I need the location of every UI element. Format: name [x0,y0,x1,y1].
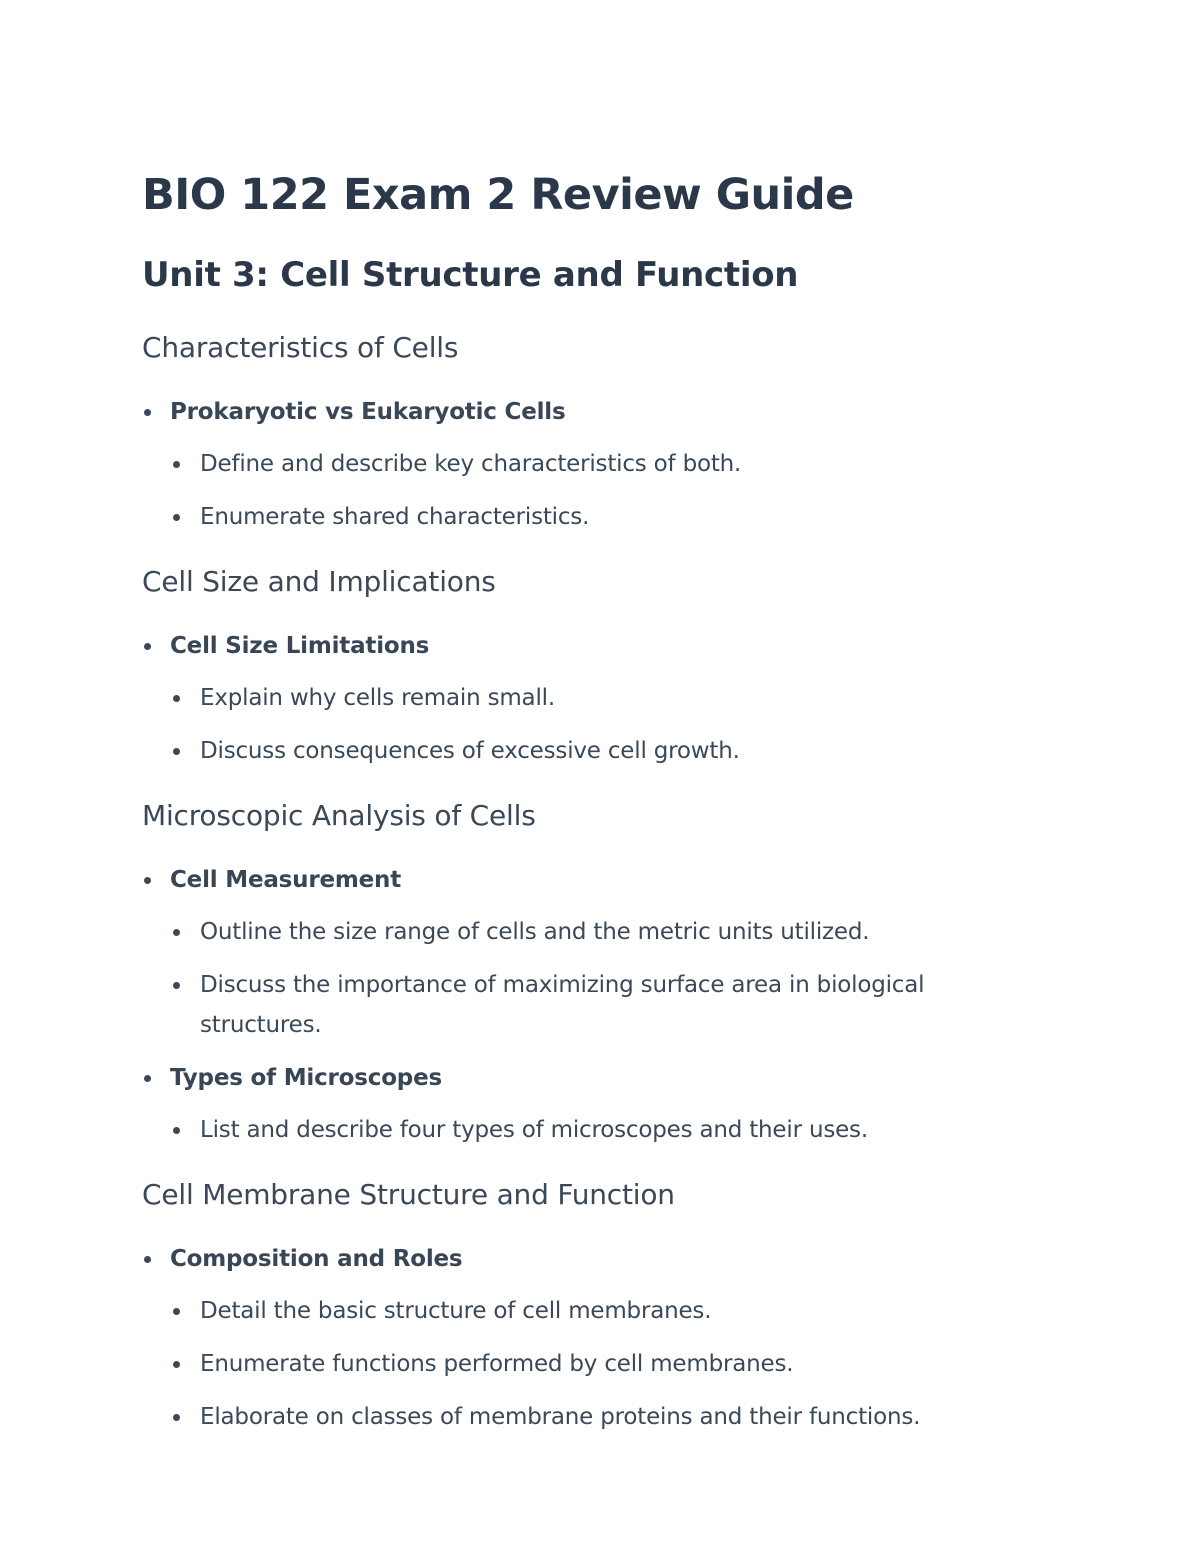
topic-item [142,620,1042,778]
point-text: Discuss consequences of excessive cell growth. [200,738,740,764]
section [142,778,1042,1157]
point-text: List and describe four types of microscopes and their uses. [200,1117,868,1143]
topic-item [142,1052,1042,1157]
topic-list [142,386,1042,544]
point-text: Define and describe key characteristics of both. [200,451,742,477]
topic-item [142,854,1042,1052]
point-item [142,1338,990,1391]
topic-label: Cell Size Limitations [170,633,430,659]
topic-item [142,1233,1042,1444]
bullet-icon [173,461,180,468]
point-item [142,438,990,491]
bullet-icon [173,929,180,936]
topic-label: Types of Microscopes [170,1065,442,1091]
point-item [142,1104,990,1157]
section-heading: Cell Membrane Structure and Function [142,1178,675,1211]
point-text: Explain why cells remain small. [200,685,555,711]
sections-container [142,310,1042,1444]
point-text: Outline the size range of cells and the metric units utilized. [200,919,870,945]
point-item [142,725,990,778]
topic-label-wrapper [142,620,1042,672]
topic-label: Cell Measurement [170,867,402,893]
bullet-icon [173,1361,180,1368]
point-item [142,906,990,959]
topic-list [142,854,1042,1157]
bullet-icon [173,514,180,521]
bullet-icon [173,1308,180,1315]
topic-item [142,386,1042,544]
topic-label-wrapper [142,386,1042,438]
bullet-icon [144,1256,151,1263]
point-list [142,1104,1042,1157]
topic-label: Composition and Roles [170,1246,463,1272]
section-heading: Microscopic Analysis of Cells [142,799,536,832]
bullet-icon [173,982,180,989]
topic-list [142,620,1042,778]
topic-label-wrapper [142,854,1042,906]
point-list [142,672,1042,778]
topic-label-wrapper [142,1233,1042,1285]
point-text: Enumerate functions performed by cell membranes. [200,1351,794,1377]
document-page [142,160,1042,1444]
bullet-icon [144,643,151,650]
topic-label: Prokaryotic vs Eukaryotic Cells [170,399,566,425]
unit-heading: Unit 3: Cell Structure and Function [142,255,799,295]
document-title: BIO 122 Exam 2 Review Guide [142,170,854,220]
point-item [142,491,990,544]
section-heading: Cell Size and Implications [142,565,496,598]
section-heading: Characteristics of Cells [142,331,459,364]
point-text: Enumerate shared characteristics. [200,504,590,530]
bullet-icon [144,877,151,884]
point-list [142,1285,1042,1444]
bullet-icon [144,409,151,416]
point-text: Discuss the importance of maximizing surface area in biological structures. [200,972,925,1038]
bullet-icon [173,1127,180,1134]
point-text: Elaborate on classes of membrane proteins and their functions. [200,1404,921,1430]
bullet-icon [173,695,180,702]
point-item [142,672,990,725]
bullet-icon [173,1414,180,1421]
point-item [142,1391,990,1444]
point-list [142,906,1042,1052]
bullet-icon [144,1075,151,1082]
point-item [142,959,990,1052]
point-list [142,438,1042,544]
point-text: Detail the basic structure of cell membranes. [200,1298,712,1324]
section [142,1157,1042,1444]
bullet-icon [173,748,180,755]
topic-label-wrapper [142,1052,1042,1104]
point-item [142,1285,990,1338]
section [142,544,1042,778]
topic-list [142,1233,1042,1444]
section [142,310,1042,544]
